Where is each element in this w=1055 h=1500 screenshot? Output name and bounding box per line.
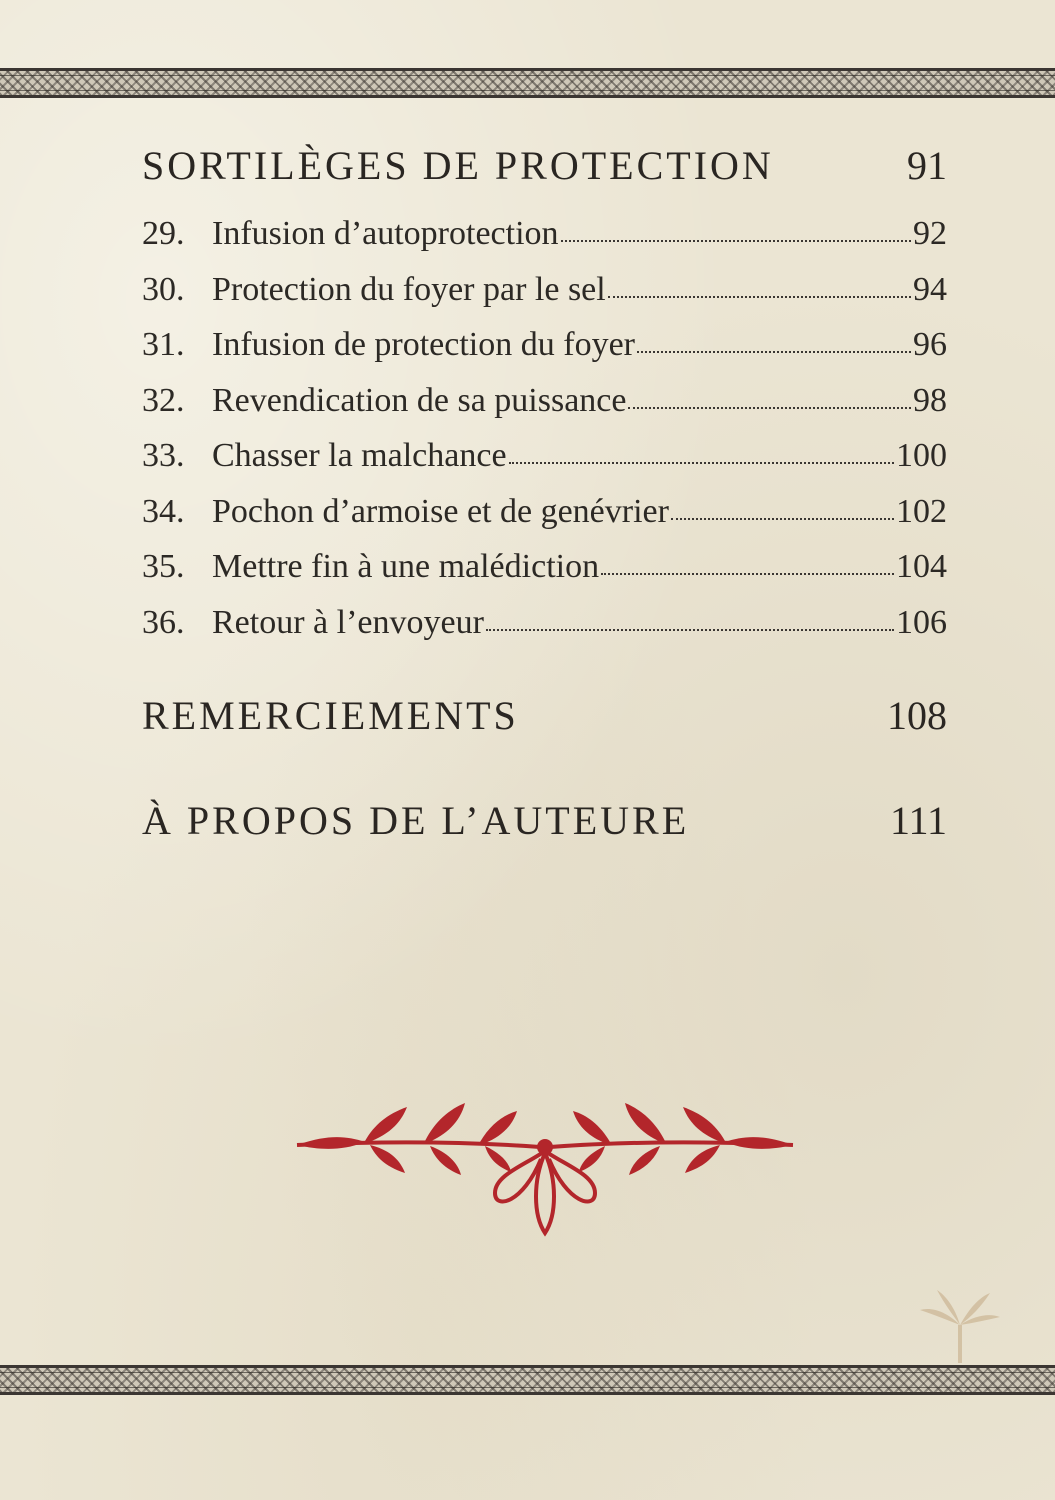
toc-entry[interactable]	[142, 604, 947, 660]
entry-number: 32.	[142, 381, 185, 419]
dot-leader	[509, 456, 894, 464]
entry-page-number: 94	[913, 270, 947, 308]
top-decorative-border	[0, 68, 1055, 98]
section-title: SORTILÈGES DE PROTECTION	[142, 143, 774, 188]
entry-page-number: 92	[913, 215, 947, 252]
entry-page-number: 98	[913, 381, 947, 419]
floral-ornament-icon	[295, 1095, 795, 1240]
entry-number: 30.	[142, 270, 185, 308]
toc-entries-list	[142, 215, 947, 659]
entry-page-number: 104	[896, 548, 947, 585]
entry-number: 35.	[142, 548, 185, 585]
section-heading-protection[interactable]	[142, 142, 947, 189]
section-page-number: 91	[907, 143, 947, 188]
entry-number: 36.	[142, 603, 185, 641]
entry-title: Infusion d’autoprotection	[212, 215, 559, 252]
section-heading-remerciements[interactable]	[142, 692, 947, 739]
dot-leader	[601, 567, 894, 575]
entry-number: 29.	[142, 215, 185, 252]
entry-number: 33.	[142, 437, 185, 474]
toc-entry[interactable]	[142, 271, 947, 327]
entry-title: Protection du foyer par le sel	[212, 270, 606, 308]
entry-number: 34.	[142, 492, 185, 530]
entry-title: Retour à l’envoyeur	[212, 603, 484, 641]
entry-page-number: 96	[913, 326, 947, 363]
dot-leader	[486, 623, 894, 631]
dot-leader	[671, 512, 894, 520]
section-heading-apropos[interactable]	[142, 797, 947, 844]
palm-stamp-icon	[915, 1285, 1005, 1365]
section-page-number: 111	[889, 798, 947, 843]
section-title: À PROPOS DE L’AUTEURE	[142, 798, 690, 843]
toc-entry[interactable]	[142, 382, 947, 438]
bottom-decorative-border	[0, 1365, 1055, 1395]
dot-leader	[561, 234, 911, 242]
entry-title: Infusion de protection du foyer	[212, 326, 635, 363]
entry-page-number: 106	[896, 603, 947, 641]
toc-entry[interactable]	[142, 437, 947, 493]
entry-page-number: 100	[896, 437, 947, 474]
entry-title: Chasser la malchance	[212, 437, 507, 474]
dot-leader	[608, 290, 911, 298]
toc-entry[interactable]	[142, 548, 947, 604]
toc-entry[interactable]	[142, 215, 947, 271]
entry-title: Pochon d’armoise et de genévrier	[212, 492, 669, 530]
toc-entry[interactable]	[142, 326, 947, 382]
entry-page-number: 102	[896, 492, 947, 530]
dot-leader	[628, 401, 911, 409]
entry-title: Mettre fin à une malédiction	[212, 548, 600, 585]
dot-leader	[637, 345, 911, 353]
section-title: REMERCIEMENTS	[142, 693, 519, 738]
entry-title: Revendication de sa puissance	[212, 381, 627, 419]
section-page-number: 108	[887, 693, 947, 738]
toc-entry[interactable]	[142, 493, 947, 549]
entry-number: 31.	[142, 326, 185, 363]
